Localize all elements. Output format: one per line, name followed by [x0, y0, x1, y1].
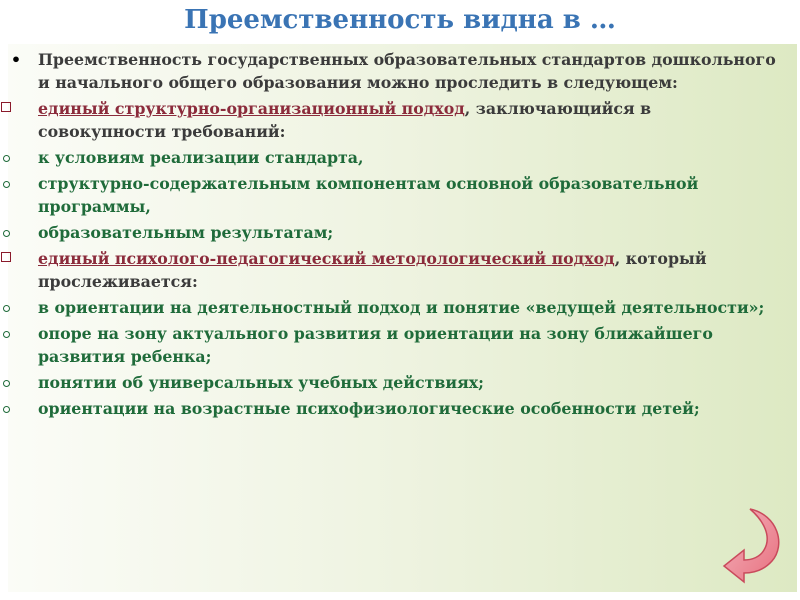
circle-bullet-icon — [3, 406, 10, 413]
circle-bullet-icon — [3, 331, 10, 338]
circle-bullet-icon — [3, 305, 10, 312]
item-text: понятии об универсальных учебных действиях; — [38, 373, 485, 392]
circle-bullet-icon — [3, 181, 10, 188]
circle-bullet-icon — [3, 380, 10, 387]
content-list — [0, 48, 780, 423]
item-text: образовательным результатам; — [38, 223, 334, 242]
highlight-text: единый психолого-педагогический методологический подход — [38, 249, 615, 268]
checkbox-icon — [1, 252, 11, 262]
circle-bullet-icon — [3, 155, 10, 162]
item-text: , который прослеживается: — [38, 249, 707, 291]
checkbox-icon — [1, 102, 11, 112]
list-item — [0, 97, 780, 143]
item-text: опоре на зону актуального развития и ориентации на зону ближайшего развития ребенка; — [38, 324, 713, 366]
list-item — [0, 221, 780, 244]
item-text: к условиям реализации стандарта, — [38, 148, 364, 167]
list-item — [0, 322, 780, 368]
list-item — [0, 48, 780, 94]
back-arrow-icon[interactable] — [720, 505, 790, 585]
item-text: Преемственность государственных образовательных стандартов дошкольного и начального общего образования можно проследить в следующем: — [38, 50, 776, 92]
bullet-icon: • — [10, 50, 22, 69]
list-item — [0, 172, 780, 218]
list-item — [0, 397, 780, 420]
list-item — [0, 146, 780, 169]
highlight-text: единый структурно-организационный подход — [38, 99, 465, 118]
item-text: ориентации на возрастные психофизиологические особенности детей; — [38, 399, 700, 418]
item-text: , заключающийся в совокупности требований: — [38, 99, 652, 141]
list-item — [0, 371, 780, 394]
item-text: в ориентации на деятельностный подход и понятие «ведущей деятельности»; — [38, 298, 765, 317]
item-text: структурно-содержательным компонентам основной образовательной программы, — [38, 174, 699, 216]
circle-bullet-icon — [3, 230, 10, 237]
list-item — [0, 296, 780, 319]
slide-title: Преемственность видна в … — [184, 5, 616, 35]
list-item — [0, 247, 780, 293]
